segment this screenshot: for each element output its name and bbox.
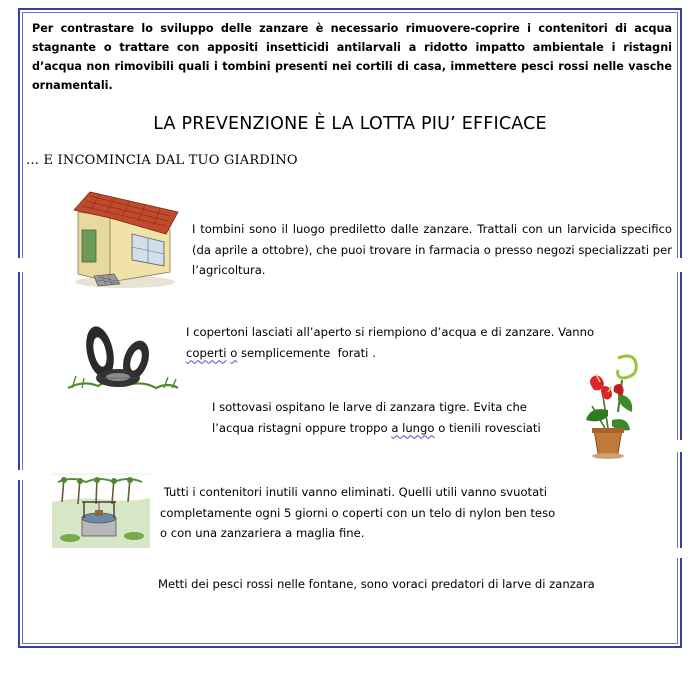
sottovasi-text-d: o tienili rovesciati xyxy=(438,420,541,435)
border-gap xyxy=(675,548,685,558)
border-gap xyxy=(675,440,685,452)
sottovasi-text-b: l’acqua ristagni oppure troppo xyxy=(212,420,388,435)
potted-plant-illustration xyxy=(578,350,646,462)
sottovasi-text-a: I sottovasi ospitano le larve di zanzara tigre. Evita che xyxy=(212,400,527,414)
border-gap xyxy=(16,470,26,480)
border-gap xyxy=(16,258,26,272)
copertoni-word-o: o xyxy=(230,345,238,360)
copertoni-text-a: I copertoni lasciati all’aperto si riempiono d’acqua e di zanzare. Vanno xyxy=(186,325,595,339)
sottovasi-word-a-lungo: a lungo xyxy=(391,420,435,435)
page-title: LA PREVENZIONE È LA LOTTA PIU’ EFFICACE xyxy=(153,114,547,134)
house-drain-illustration xyxy=(70,190,180,290)
copertoni-period: . xyxy=(372,345,376,360)
contenitori-line-3: o con una zanzariera a maglia fine. xyxy=(160,526,365,540)
border-gap xyxy=(675,258,685,272)
vineyard-well-illustration xyxy=(52,466,150,548)
copertoni-word-semplicemente: semplicemente xyxy=(240,345,331,360)
contenitori-line-2: completamente ogni 5 giorni o coperti con un telo di nylon ben teso xyxy=(160,505,556,520)
contenitori-line-1: Tutti i contenitori inutili vanno eliminati. Quelli utili vanno svuotati xyxy=(163,485,547,499)
copertoni-word-coperti: coperti xyxy=(186,345,227,360)
sottovasi-text xyxy=(212,397,572,438)
page-subtitle: … E INCOMINCIA DAL TUO GIARDINO xyxy=(26,153,298,168)
intro-paragraph: Per contrastare lo sviluppo delle zanzare è necessario rimuovere-coprire i contenitori di acqua stagnante o trattare con appositi insetticidi antilarvali a ridotto impatto ambientale i ristagni d’acqua non rimovibili quali i tombini presenti nei cortili di casa, immettere pesci rossi nelle vasche ornamentali. xyxy=(32,22,672,92)
tyres-illustration xyxy=(64,322,182,394)
copertoni-word-forati: forati xyxy=(337,345,369,360)
tombini-text: I tombini sono il luogo prediletto dalle zanzare. Trattali con un larvicida specifico (da aprile a ottobre), che puoi trovare in farmacia o presso negozi specializzati per l’agricoltura. xyxy=(192,222,672,277)
pesci-text: Metti dei pesci rossi nelle fontane, sono voraci predatori di larve di zanzara xyxy=(158,577,595,591)
copertoni-text xyxy=(186,322,606,363)
contenitori-text xyxy=(160,482,600,544)
